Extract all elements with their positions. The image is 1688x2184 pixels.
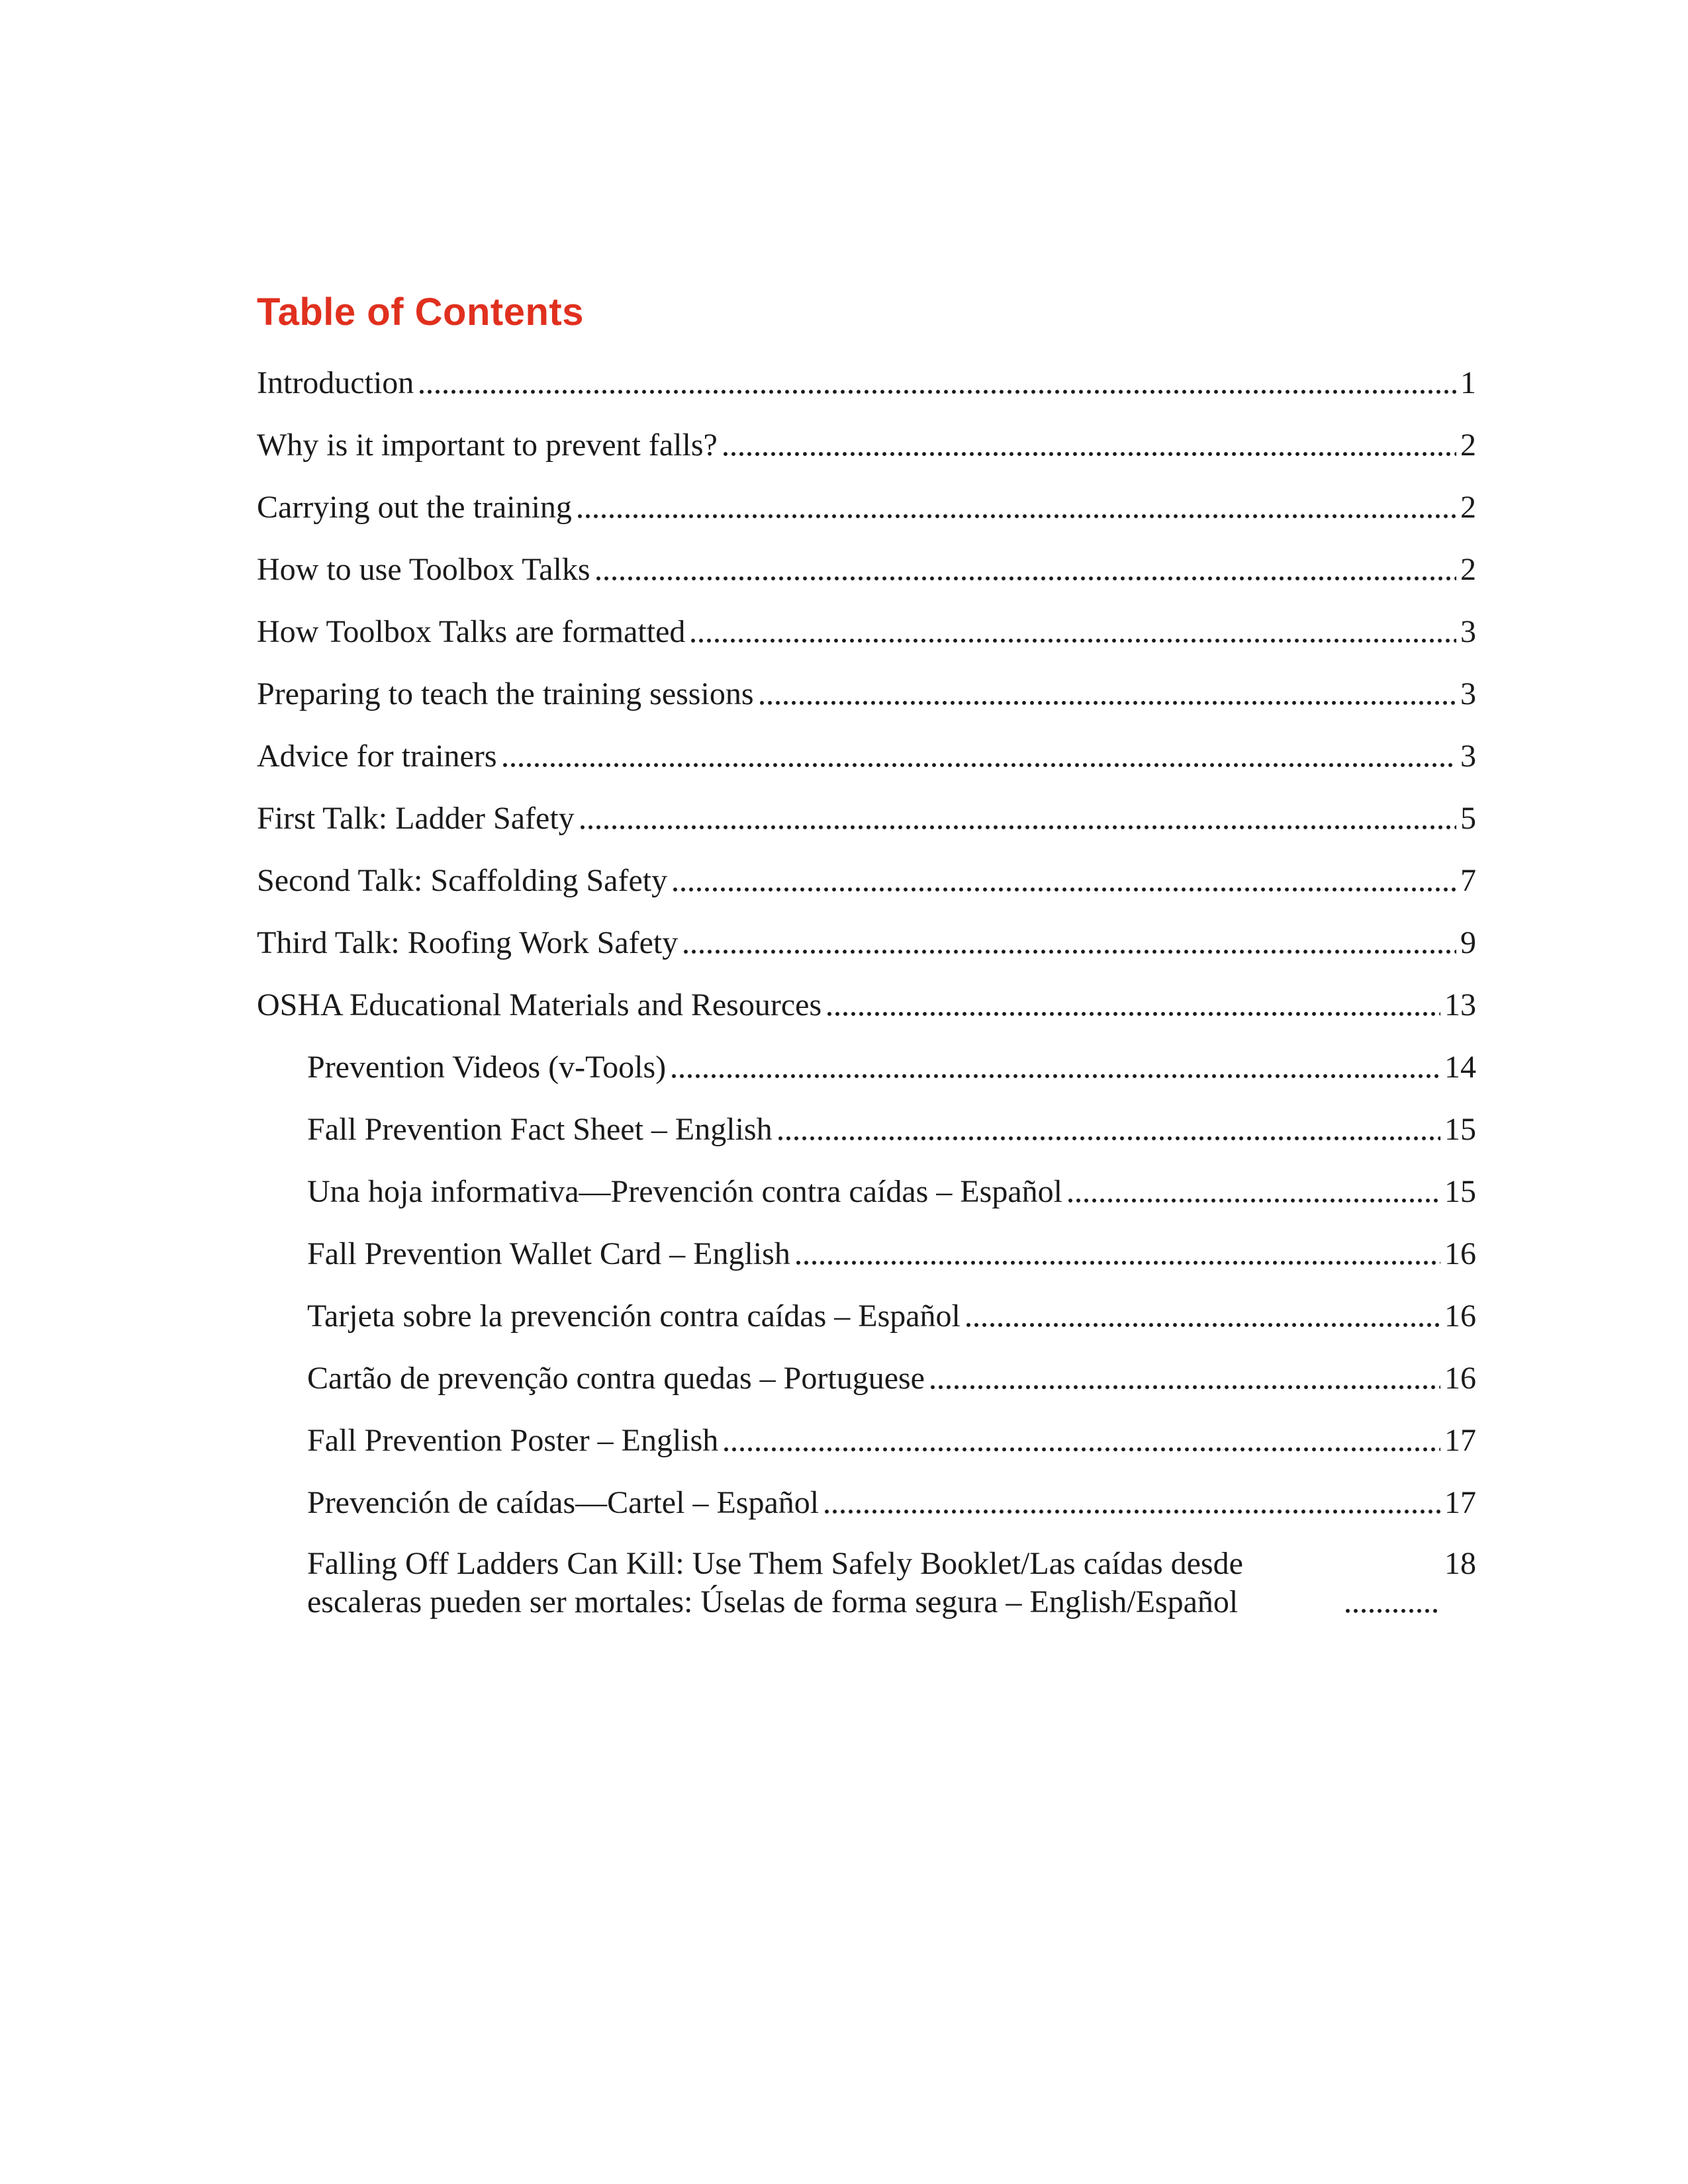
- toc-dot-leader: [501, 762, 1456, 768]
- toc-dot-leader: [1344, 1608, 1440, 1614]
- toc-entry-page: 15: [1444, 1112, 1476, 1147]
- toc-subentry[interactable]: [307, 1291, 1476, 1353]
- toc-entry-page: 1: [1460, 365, 1476, 400]
- toc-subentry[interactable]: [307, 1477, 1476, 1539]
- toc-dot-leader: [758, 700, 1457, 705]
- toc-entry-text: Carrying out the training: [257, 490, 572, 525]
- toc-entry-text: Preparing to teach the training sessions: [257, 676, 754, 711]
- toc-subentry[interactable]: [307, 1415, 1476, 1477]
- toc-entry-page: 3: [1460, 739, 1476, 774]
- toc-entry-page: 2: [1460, 428, 1476, 463]
- toc-entry-page: 13: [1444, 987, 1476, 1023]
- toc-entry-text: How Toolbox Talks are formatted: [257, 614, 686, 649]
- toc-entry-page: 2: [1460, 490, 1476, 525]
- toc-entry[interactable]: [257, 793, 1476, 855]
- toc-dot-leader: [418, 389, 1456, 394]
- toc-entry-text: Introduction: [257, 365, 414, 400]
- toc-entry-text: Fall Prevention Poster – English: [307, 1423, 719, 1458]
- toc-subentry[interactable]: [307, 1104, 1476, 1166]
- toc-entry-page: 17: [1444, 1423, 1476, 1458]
- toc-dot-leader: [579, 825, 1456, 830]
- toc-dot-leader: [825, 1011, 1440, 1017]
- toc-dot-leader: [671, 887, 1456, 892]
- toc-entry-text: Una hoja informativa—Prevención contra caídas – Español: [307, 1174, 1062, 1209]
- toc-entry[interactable]: [257, 606, 1476, 668]
- toc-entry-text: Prevención de caídas—Cartel – Español: [307, 1485, 820, 1520]
- toc-dot-leader: [776, 1136, 1440, 1141]
- toc-entry-text: How to use Toolbox Talks: [257, 552, 590, 587]
- toc-entry[interactable]: [257, 668, 1476, 731]
- toc-subentry[interactable]: [307, 1042, 1476, 1104]
- toc-entry-page: 2: [1460, 552, 1476, 587]
- toc-entry-page: 16: [1444, 1361, 1476, 1396]
- toc-entry-text: Fall Prevention Fact Sheet – English: [307, 1112, 773, 1147]
- toc-subentry[interactable]: [307, 1166, 1476, 1228]
- toc-entry[interactable]: [257, 482, 1476, 544]
- toc-entry[interactable]: [257, 855, 1476, 917]
- toc-dot-leader: [929, 1385, 1440, 1390]
- toc-entry[interactable]: [257, 731, 1476, 793]
- toc-entry-page: 5: [1460, 801, 1476, 836]
- toc-dot-leader: [964, 1322, 1440, 1328]
- toc-entry-page: 18: [1444, 1546, 1476, 1581]
- toc-entry-text: Why is it important to prevent falls?: [257, 428, 718, 463]
- toc-entry[interactable]: [257, 917, 1476, 979]
- toc-entry-page: 9: [1460, 925, 1476, 960]
- toc-entry-text: Second Talk: Scaffolding Safety: [257, 863, 668, 898]
- toc-entry-text: Falling Off Ladders Can Kill: Use Them Safely Booklet/Las caídas desde escaleras pueden ser mortales: Úselas de forma segura – English/Español: [307, 1546, 1243, 1619]
- toc-entry-page: 14: [1444, 1050, 1476, 1085]
- toc-subentry[interactable]: [307, 1228, 1476, 1291]
- toc-dot-leader: [722, 1447, 1440, 1452]
- toc-entry-page: 16: [1444, 1298, 1476, 1334]
- toc-entry[interactable]: [257, 357, 1476, 420]
- toc-dot-leader: [576, 514, 1456, 519]
- toc-entry-page: 3: [1460, 614, 1476, 649]
- toc-entry[interactable]: [257, 979, 1476, 1042]
- toc-dot-leader: [594, 576, 1456, 581]
- toc-dot-leader: [670, 1073, 1440, 1079]
- toc-title: Table of Contents: [257, 291, 584, 334]
- toc-dot-leader: [794, 1260, 1440, 1265]
- toc-list: [257, 357, 1476, 1639]
- toc-dot-leader: [823, 1509, 1440, 1514]
- toc-entry-page: 15: [1444, 1174, 1476, 1209]
- toc-dot-leader: [1066, 1198, 1440, 1203]
- toc-dot-leader: [722, 451, 1456, 457]
- toc-entry-text: Advice for trainers: [257, 739, 497, 774]
- toc-subentry[interactable]: [307, 1353, 1476, 1415]
- toc-entry-text: Prevention Videos (v-Tools): [307, 1050, 667, 1085]
- toc-subentry[interactable]: [307, 1539, 1476, 1639]
- toc-entry-text: OSHA Educational Materials and Resources: [257, 987, 822, 1023]
- toc-entry-text: Third Talk: Roofing Work Safety: [257, 925, 679, 960]
- toc-dot-leader: [682, 949, 1456, 954]
- toc-entry-text: Fall Prevention Wallet Card – English: [307, 1236, 790, 1271]
- toc-entry-page: 3: [1460, 676, 1476, 711]
- toc-dot-leader: [689, 638, 1456, 643]
- toc-entry[interactable]: [257, 544, 1476, 606]
- toc-entry[interactable]: [257, 420, 1476, 482]
- toc-entry-page: 17: [1444, 1485, 1476, 1520]
- toc-entry-page: 16: [1444, 1236, 1476, 1271]
- toc-entry-text: Tarjeta sobre la prevención contra caídas – Español: [307, 1298, 961, 1334]
- toc-entry-text: First Talk: Ladder Safety: [257, 801, 575, 836]
- toc-entry-page: 7: [1460, 863, 1476, 898]
- toc-entry-text: Cartão de prevenção contra quedas – Portuguese: [307, 1361, 925, 1396]
